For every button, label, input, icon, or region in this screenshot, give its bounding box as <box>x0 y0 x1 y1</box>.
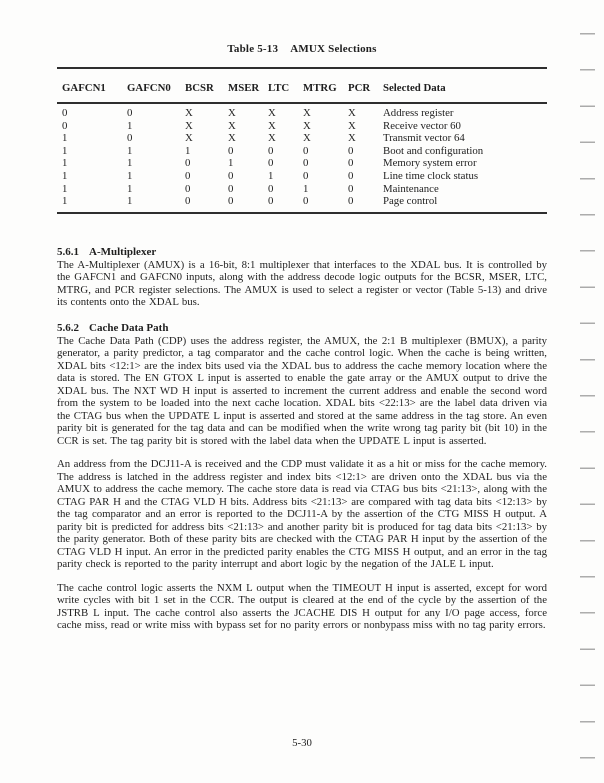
table-cell: 1 <box>62 169 68 182</box>
table-cell-selected-data: Memory system error <box>383 157 477 170</box>
table-cell: 0 <box>228 144 234 157</box>
table-cell: 1 <box>127 182 133 195</box>
table-cell-selected-data: Transmit vector 64 <box>383 132 465 145</box>
table-cell: 1 <box>62 132 68 145</box>
table-row <box>57 183 547 196</box>
section-heading-5-6-2 <box>57 322 547 335</box>
table-cell: 1 <box>127 119 133 132</box>
table-cell: 0 <box>228 182 234 195</box>
table-cell: 1 <box>127 195 133 208</box>
table-cell: 0 <box>348 144 354 157</box>
page-footer <box>57 737 547 749</box>
table-cell: X <box>348 132 356 145</box>
table-cell: X <box>303 132 311 145</box>
paragraph: The Cache Data Path (CDP) uses the address register, the AMUX, the 2:1 B multiplexer (BMUX), a parity generator, a parity predictor, a tag comparator and the cache control logic. When the cache is being written, XDAL bits <12:1> are the index bits used via the XDAL bus to address the cache memory location where the data is stored. The EN GTOX L input is asserted to enable the gate array or the AMUX output to drive the XDAL bus. The NXT WD H input is asserted to increment the current address and enable the second word from the system to be loaded into the next cache location. XDAL bits <22:13> are the label data driven via the CTAG bus when the UPDATE L input is asserted and stored at the same address in the tag store. An even parity bit is generated for the tag data and can be modified when the write wrong tag parity bit (bit 10) in the CCR is set. The tag parity bit is stored with the label data when the UPDATE L input is asserted. <box>57 334 547 447</box>
column-header-gafcn1: GAFCN1 <box>62 82 106 94</box>
table-cell: X <box>185 107 193 119</box>
section-number: 5.6.2 <box>57 321 79 334</box>
table-cell: 0 <box>303 157 309 170</box>
table-cell: 1 <box>303 182 309 195</box>
table-row <box>57 145 547 158</box>
table-cell: X <box>268 119 276 132</box>
scan-edge-marks <box>580 33 595 759</box>
table-cell: 1 <box>62 195 68 208</box>
table-cell: 1 <box>62 144 68 157</box>
table-cell: 0 <box>268 157 274 170</box>
table-cell: 0 <box>228 169 234 182</box>
column-header-mtrg: MTRG <box>303 82 337 94</box>
table-cell: X <box>303 119 311 132</box>
table-cell: 1 <box>268 169 274 182</box>
table-cell: 0 <box>185 157 191 170</box>
table-cell: X <box>348 107 356 119</box>
column-header-mser: MSER <box>228 82 260 94</box>
table-cell: 1 <box>127 144 133 157</box>
table-cell: 1 <box>228 157 234 170</box>
table-cell: 0 <box>62 119 68 132</box>
page-content <box>57 0 547 632</box>
table-cell: 0 <box>348 195 354 208</box>
table-row <box>57 157 547 170</box>
table-title-text: AMUX Selections <box>290 43 377 55</box>
column-header-gafcn0: GAFCN0 <box>127 82 171 94</box>
table-cell: 1 <box>185 144 191 157</box>
table-cell: X <box>228 132 236 145</box>
table-cell-selected-data: Line time clock status <box>383 169 479 182</box>
section-5-6-2 <box>57 322 547 632</box>
table-row <box>57 170 547 183</box>
column-header-bcsr: BCSR <box>185 82 214 94</box>
table-header-row <box>57 67 547 104</box>
table-cell: 1 <box>127 169 133 182</box>
table-cell: 0 <box>185 182 191 195</box>
table-cell: 0 <box>127 107 133 119</box>
table-cell: 0 <box>348 157 354 170</box>
table-row <box>57 107 547 120</box>
table-cell-selected-data: Receive vector 60 <box>383 119 461 132</box>
table-cell: 0 <box>303 195 309 208</box>
table-cell: 0 <box>348 182 354 195</box>
table-cell-selected-data: Address register <box>383 107 454 119</box>
section-heading-5-6-1 <box>57 246 547 259</box>
table-row <box>57 132 547 145</box>
table-cell: X <box>228 107 236 119</box>
table-cell: 0 <box>62 107 68 119</box>
table-cell: 0 <box>303 144 309 157</box>
table-cell: 0 <box>268 144 274 157</box>
table-row <box>57 120 547 133</box>
section-number: 5.6.1 <box>57 245 79 258</box>
table-cell: 1 <box>62 157 68 170</box>
table-title-label: Table 5-13 <box>227 43 279 55</box>
table-cell: X <box>348 119 356 132</box>
amux-selections-table <box>57 67 547 214</box>
table-cell-selected-data: Maintenance <box>383 182 439 195</box>
table-cell: 0 <box>348 169 354 182</box>
table-cell: X <box>303 107 311 119</box>
section-title: A-Multiplexer <box>89 245 157 258</box>
table-cell: X <box>185 132 193 145</box>
table-cell: 0 <box>228 195 234 208</box>
table-cell: 0 <box>185 169 191 182</box>
table-body <box>57 104 547 214</box>
table-cell: 0 <box>268 195 274 208</box>
table-row <box>57 195 547 208</box>
paragraph: The A-Multiplexer (AMUX) is a 16-bit, 8:1 multiplexer that interfaces to the XDAL bus. It is controlled by the GAFCN1 and GAFCN0 inputs, along with the address decode logic outputs for the BCSR, MSER, LTC, MTRG, and PCR register selections. The AMUX is used to select a register or vector (Table 5-13) and drive its contents onto the XDAL bus. <box>57 258 547 309</box>
paragraph: An address from the DCJ11-A is received and the CDP must validate it as a hit or miss for the cache memory. The address is latched in the address register and index bits <12:1> are driven onto the XDAL bus via the AMUX to address the cache memory. The cache store data is read via CTAG bus bits <21:13>, along with the CTAG PAR H and the CTAG VLD H bits. Address bits <21:13> are compared with tag data bits <12:13> by the tag comparator and an error is reported to the DCJ11-A by the assertion of the CTG MISS H output. A parity bit is predicted for address bits <21:13> and another parity bit is produced for tag data bits <21:13> by the parity generator. Both of these parity bits are checked with the CTAG PAR H input by the assertion of the CTAG VLD H input. An error in the predicted parity enables the CTG MISS H output, and an error in the tag parity check is reported to the parity interrupt and abort logic by the negation of the JALE L input. <box>57 458 547 571</box>
section-5-6-1 <box>57 246 547 309</box>
table-cell: X <box>228 119 236 132</box>
table-cell: X <box>185 119 193 132</box>
table-cell-selected-data: Page control <box>383 195 438 208</box>
table-cell: 0 <box>185 195 191 208</box>
table-cell: 0 <box>127 132 133 145</box>
table-cell-selected-data: Boot and configuration <box>383 144 484 157</box>
table-cell: 1 <box>62 182 68 195</box>
table-cell: 0 <box>303 169 309 182</box>
section-title: Cache Data Path <box>89 321 169 334</box>
table-title <box>57 43 547 55</box>
table-cell: 0 <box>268 182 274 195</box>
table-cell: X <box>268 132 276 145</box>
table-cell: X <box>268 107 276 119</box>
column-header-ltc: LTC <box>268 82 290 94</box>
paragraph: The cache control logic asserts the NXM L output when the TIMEOUT H input is asserted, except for word write cycles with bit 1 set in the CCR. The output is cleared at the end of the cycle by the assertion of the JSTRB L input. The cache control also asserts the JCACHE DIS H output for any I/O page access, force cache miss, read or write miss with bypass set for no parity errors or nonbypass miss with no tag parity errors. <box>57 581 547 632</box>
page-number: 5-30 <box>292 737 312 749</box>
table-cell: 1 <box>127 157 133 170</box>
column-header-selected-data: Selected Data <box>383 82 446 94</box>
column-header-pcr: PCR <box>348 82 371 94</box>
